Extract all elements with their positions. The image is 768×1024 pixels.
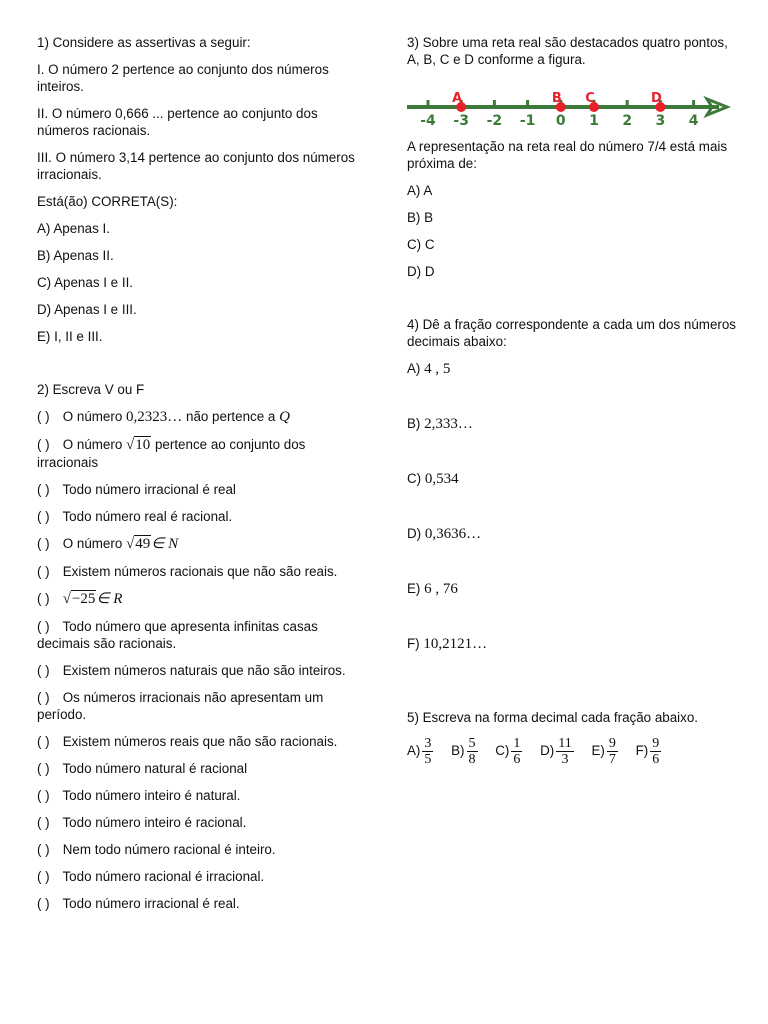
answer-blank[interactable]: ( ) (37, 619, 50, 634)
q4-item-c: C) 0,534 (407, 471, 459, 487)
q2-title: 2) Escreva V ou F (37, 382, 145, 397)
q3-option-b: B) B (407, 210, 434, 225)
answer-blank[interactable]: ( ) (37, 869, 50, 884)
q2-statement-6: ( ) Existem números racionais que não são reais. (37, 564, 338, 579)
q1-option-d: D) Apenas I e III. (37, 302, 137, 317)
q3-option-d: D) D (407, 264, 435, 279)
q5-item-e: E) $\frac{9}{7}$ (591, 736, 616, 767)
answer-blank[interactable]: ( ) (37, 482, 50, 497)
q3-title: 3) Sobre uma reta real são destacados quatro pontos, A, B, C e D conforme a figura. (407, 35, 728, 67)
point-label-c: C (585, 91, 595, 106)
q5-item-d: D) $\frac{11}{3}$ (540, 736, 572, 767)
answer-blank[interactable]: ( ) (37, 509, 50, 524)
q5-fractions (407, 736, 737, 767)
q4-item-e: E) 6 , 76 (407, 581, 458, 597)
q5-item-f: F) $\frac{9}{6}$ (635, 736, 660, 767)
answer-blank[interactable]: ( ) (37, 761, 50, 776)
q5-item-c: C) $\frac{1}{6}$ (495, 736, 521, 767)
sqrt-expression: √10 (126, 437, 151, 453)
q2-statement-15: ( ) Nem todo número racional é inteiro. (37, 842, 276, 857)
q4-item-f: F) 10,2121… (407, 636, 488, 652)
tick-label: 0 (555, 113, 566, 126)
point-label-a: A (452, 91, 463, 106)
q5-item-b: B) $\frac{5}{8}$ (451, 736, 476, 767)
sqrt-expression: √49 (126, 536, 151, 552)
q4-item-d: D) 0,3636… (407, 526, 482, 542)
q3-question: A representação na reta real do número 7/4 está mais próxima de: (407, 139, 728, 171)
answer-blank[interactable]: ( ) (37, 734, 50, 749)
q2-statement-7: ( ) √−25∈ R (37, 591, 123, 607)
q1-statement-2: II. O número 0,666 ... pertence ao conjunto dos números racionais. (37, 106, 318, 138)
q1-option-a: A) Apenas I. (37, 221, 110, 236)
tick-label: -4 (420, 113, 436, 126)
q1-title: 1) Considere as assertivas a seguir: (37, 35, 251, 50)
tick-label: 1 (589, 113, 599, 126)
q1-prompt: Está(ão) CORRETA(S): (37, 194, 178, 209)
q3-option-a: A) A (407, 183, 433, 198)
right-column (407, 34, 737, 767)
tick-label: 3 (655, 113, 666, 126)
answer-blank[interactable]: ( ) (37, 437, 50, 452)
point-label-d: D (651, 91, 662, 106)
q4-item-a: A) 4 , 5 (407, 361, 451, 377)
q3-option-c: C) C (407, 237, 435, 252)
answer-blank[interactable]: ( ) (37, 591, 50, 606)
answer-blank[interactable]: ( ) (37, 564, 50, 579)
q4-title: 4) Dê a fração correspondente a cada um dos números decimais abaixo: (407, 317, 736, 349)
q5-title: 5) Escreva na forma decimal cada fração abaixo. (407, 710, 699, 725)
q2-statement-1: ( ) O número 0,2323… não pertence a Q (37, 409, 290, 425)
q2-statement-11: ( ) Existem números reais que não são racionais. (37, 734, 338, 749)
left-column (37, 34, 367, 922)
q2-statement-4: ( ) Todo número real é racional. (37, 509, 233, 524)
answer-blank[interactable]: ( ) (37, 663, 50, 678)
q2-statement-14: ( ) Todo número inteiro é racional. (37, 815, 247, 830)
answer-blank[interactable]: ( ) (37, 842, 50, 857)
q1-option-b: B) Apenas II. (37, 248, 114, 263)
tick-label: 4 (688, 113, 699, 126)
answer-blank[interactable]: ( ) (37, 896, 50, 911)
answer-blank[interactable]: ( ) (37, 536, 50, 551)
q2-statement-8: ( ) Todo número que apresenta infinitas casas decimais são racionais. (37, 619, 318, 651)
q1-statement-3: III. O número 3,14 pertence ao conjunto dos números irracionais. (37, 150, 355, 182)
answer-blank[interactable]: ( ) (37, 788, 50, 803)
q5-item-a: A) $\frac{3}{5}$ (407, 736, 432, 767)
q2-statement-13: ( ) Todo número inteiro é natural. (37, 788, 241, 803)
sqrt-expression: √−25 (62, 591, 96, 607)
q2-statement-17: ( ) Todo número irracional é real. (37, 896, 240, 911)
tick-label: -2 (486, 113, 503, 126)
q2-statement-5: ( ) O número √49∈ N (37, 536, 179, 552)
tick-label: -1 (519, 113, 536, 126)
tick-label: 2 (622, 113, 633, 126)
tick-label: -3 (453, 113, 469, 126)
q2-statement-2: ( ) O número √10 pertence ao conjunto dos irracionais (37, 437, 306, 470)
q1-option-c: C) Apenas I e II. (37, 275, 134, 290)
answer-blank[interactable]: ( ) (37, 409, 50, 424)
number-line-figure (407, 78, 737, 126)
q2-statement-10: ( ) Os números irracionais não apresentam um período. (37, 690, 324, 722)
answer-blank[interactable]: ( ) (37, 690, 50, 705)
answer-blank[interactable]: ( ) (37, 815, 50, 830)
q2-statement-16: ( ) Todo número racional é irracional. (37, 869, 265, 884)
q2-statement-9: ( ) Existem números naturais que não são inteiros. (37, 663, 346, 678)
q1-statement-1: I. O número 2 pertence ao conjunto dos números inteiros. (37, 62, 329, 94)
point-label-b: B (551, 91, 562, 106)
q2-statement-3: ( ) Todo número irracional é real (37, 482, 236, 497)
q2-statement-12: ( ) Todo número natural é racional (37, 761, 248, 776)
q1-option-e: E) I, II e III. (37, 329, 103, 344)
q4-item-b: B) 2,333… (407, 416, 473, 432)
